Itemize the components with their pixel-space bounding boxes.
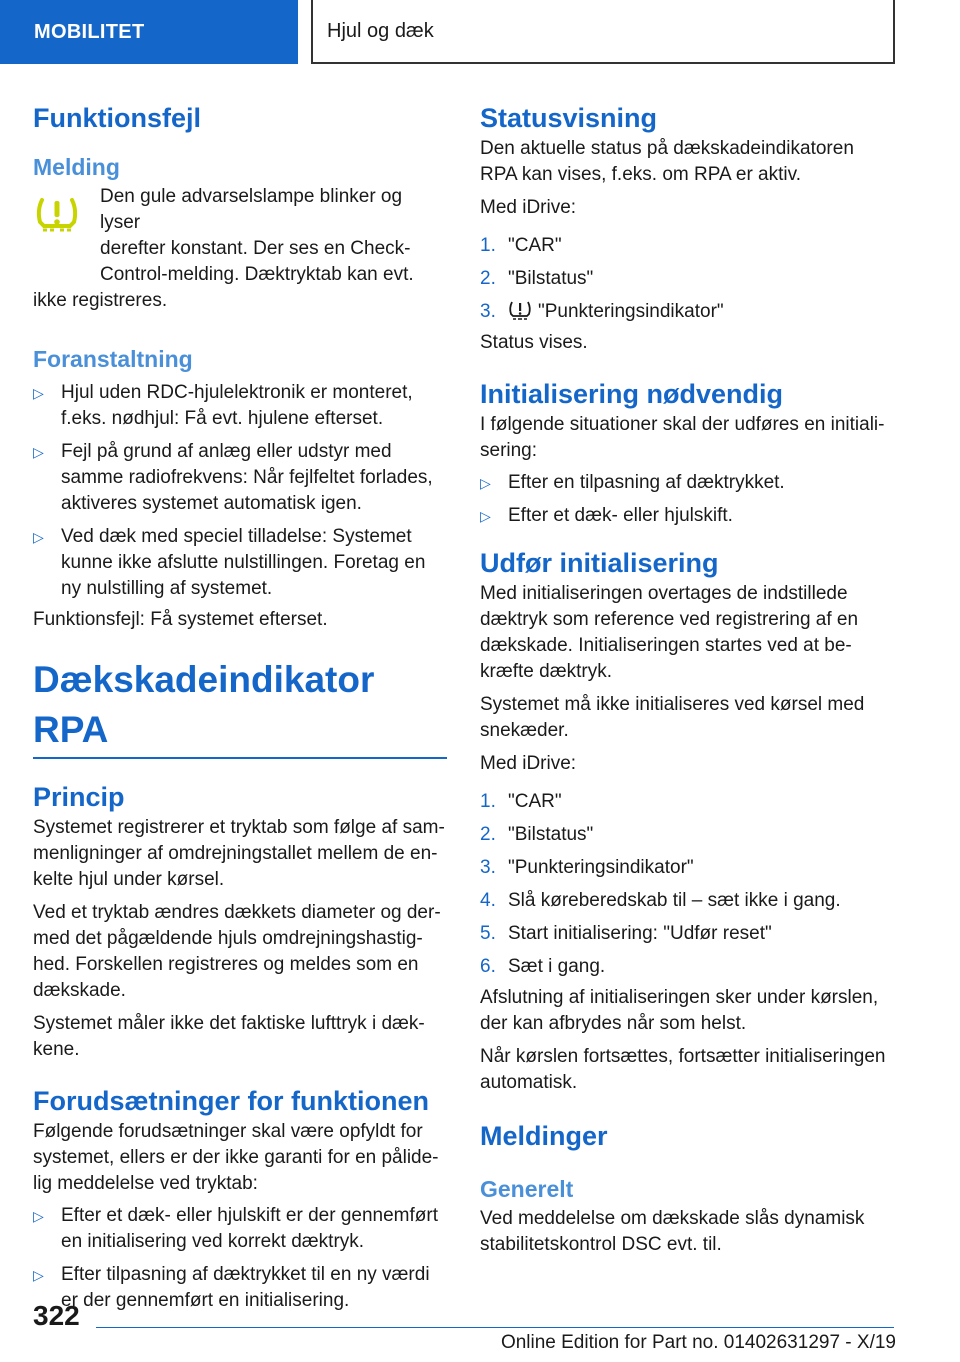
heading-funktionsfejl: Funktionsfejl (33, 103, 201, 133)
triangle-bullet-icon: ▷ (480, 508, 491, 524)
princip-line: hed. Forskellen registreres og meldes som en (33, 954, 419, 975)
left-column (33, 100, 447, 1321)
heading-foranstaltning: Foranstaltning (33, 346, 193, 372)
generelt-line: Ved meddelelse om dækskade slås dynamisk (480, 1208, 865, 1229)
heading-statusvisning: Statusvisning (480, 103, 658, 133)
status-line: Den aktuelle status på dækskadeindikatoren (480, 138, 854, 159)
melding-tail: ikke registreres. (33, 290, 168, 311)
chapter-title: Hjul og dæk (311, 0, 895, 64)
list-item: 3. "Punkteringsindikator" (480, 301, 724, 322)
udfor-line: automatisk. (480, 1072, 578, 1093)
warning-block (33, 184, 447, 314)
list-item: ▷ Hjul uden RDC-hjulelektronik er monteret, f.eks. nødhjul: Få evt. hjulene efterset. (33, 382, 413, 429)
heading-generelt: Generelt (480, 1176, 574, 1202)
section-tab: MOBILITET (0, 0, 298, 64)
udfor-line: kræfte dæktryk. (480, 661, 612, 682)
princip-line: med det pågældende hjuls omdrejningshastig- (33, 928, 423, 949)
princip-line: menligninger af omdrejningstallet mellem de en- (33, 843, 438, 864)
princip-line: dækskade. (33, 980, 126, 1001)
triangle-bullet-icon: ▷ (33, 1267, 44, 1283)
funktionsfejl-note: Funktionsfejl: Få systemet efterset. (33, 609, 328, 630)
idrive-label: Med iDrive: (480, 197, 577, 218)
triangle-bullet-icon: ▷ (33, 529, 44, 545)
list-item: 1. "CAR" (480, 235, 562, 256)
right-column (480, 100, 900, 1258)
udfor-line: Systemet må ikke initialiseres ved kørsel med (480, 694, 865, 715)
list-item: 6. Sæt i gang. (480, 956, 606, 977)
heading-meldinger: Meldinger (480, 1121, 608, 1151)
udfor-line: Afslutning af initialiseringen sker under kørslen, (480, 987, 879, 1008)
generelt-line: stabilitetskontrol DSC evt. til. (480, 1234, 722, 1255)
triangle-bullet-icon: ▷ (480, 475, 491, 491)
heading-princip: Princip (33, 782, 125, 812)
udfor-line: dæktryk som reference ved registrering af en (480, 609, 859, 630)
melding-line: Den gule advarselslampe blinker og lyser (100, 186, 403, 233)
melding-line: Control-melding. Dæktryktab kan evt. (100, 264, 414, 285)
status-steps (480, 233, 900, 325)
list-item: 1. "CAR" (480, 791, 562, 812)
heading-rpa: Dækskadeindikator RPA (33, 659, 375, 750)
list-item: ▷ Efter en tilpasning af dæktrykket. (480, 470, 900, 496)
status-result: Status vises. (480, 332, 588, 353)
tire-pressure-icon (508, 299, 532, 321)
princip-line: kene. (33, 1039, 80, 1060)
triangle-bullet-icon: ▷ (33, 385, 44, 401)
princip-line: Systemet registrerer et tryktab som følge af sam- (33, 817, 445, 838)
tire-pressure-warning-icon (33, 190, 81, 238)
forud-line: Følgende forudsætninger skal være opfyldt for (33, 1121, 423, 1142)
udfor-line: dækskade. Initialiseringen startes ved at be- (480, 635, 852, 656)
init-needed-list (480, 470, 900, 529)
melding-line: derefter konstant. Der ses en Check- (100, 238, 411, 259)
page-number: 322 (33, 1300, 80, 1331)
heading-rule (33, 757, 447, 759)
list-item: ▷ Fejl på grund af anlæg eller udstyr med samme radiofrekvens: Når fejlfeltet forlades, aktiveres systemet automatisk igen. (33, 441, 433, 514)
idrive-label: Med iDrive: (480, 753, 577, 774)
list-item: ▷ Efter et dæk- eller hjulskift. (480, 503, 900, 529)
heading-forudsaetninger: Forudsætninger for funktionen (33, 1086, 429, 1116)
udfor-line: snekæder. (480, 720, 569, 741)
heading-udfor: Udfør initialisering (480, 548, 719, 578)
list-item: ▷ Ved dæk med speciel tilladelse: Systemet kunne ikke afslutte nulstillingen. Foretag en ny nulstilling af systemet. (33, 526, 426, 599)
princip-line: Systemet måler ikke det faktiske lufttryk i dæk- (33, 1013, 425, 1034)
forud-list (33, 1203, 447, 1314)
forud-line: systemet, ellers er der ikke garanti for en pålide- (33, 1147, 439, 1168)
triangle-bullet-icon: ▷ (33, 444, 44, 460)
foranstaltning-list (33, 380, 447, 602)
list-item: 2. "Bilstatus" (480, 824, 594, 845)
list-item: 3. "Punkteringsindikator" (480, 857, 694, 878)
forud-line: lig meddelelse ved tryktab: (33, 1173, 258, 1194)
heading-init-needed: Initialisering nødvendig (480, 379, 784, 409)
list-item: 2. "Bilstatus" (480, 268, 594, 289)
heading-melding: Melding (33, 154, 120, 180)
status-line: RPA kan vises, f.eks. om RPA er aktiv. (480, 164, 801, 185)
princip-line: Ved et tryktab ændres dækkets diameter og der- (33, 902, 441, 923)
triangle-bullet-icon: ▷ (33, 1208, 44, 1224)
udfor-line: Med initialiseringen overtages de indstillede (480, 583, 848, 604)
princip-line: kelte hjul under kørsel. (33, 869, 225, 890)
list-item: 5. Start initialisering: "Udfør reset" (480, 923, 772, 944)
udfor-line: der kan afbrydes når som helst. (480, 1013, 747, 1034)
init-line: sering: (480, 440, 538, 461)
edition-note: Online Edition for Part no. 01402631297 - X/19 (500, 1332, 896, 1353)
list-item: ▷ Efter et dæk- eller hjulskift er der gennemført en initialisering ved korrekt dæktryk. (33, 1205, 438, 1252)
udfor-steps (480, 789, 900, 980)
init-line: I følgende situationer skal der udføres en initiali- (480, 414, 885, 435)
udfor-line: Når kørslen fortsættes, fortsætter initialiseringen (480, 1046, 886, 1067)
page-header (0, 0, 960, 66)
footer-rule (96, 1327, 894, 1328)
list-item: ▷ Efter tilpasning af dæktrykket til en ny værdi er der gennemført en initialisering. (33, 1264, 430, 1311)
list-item: 4. Slå køreberedskab til – sæt ikke i gang. (480, 890, 841, 911)
